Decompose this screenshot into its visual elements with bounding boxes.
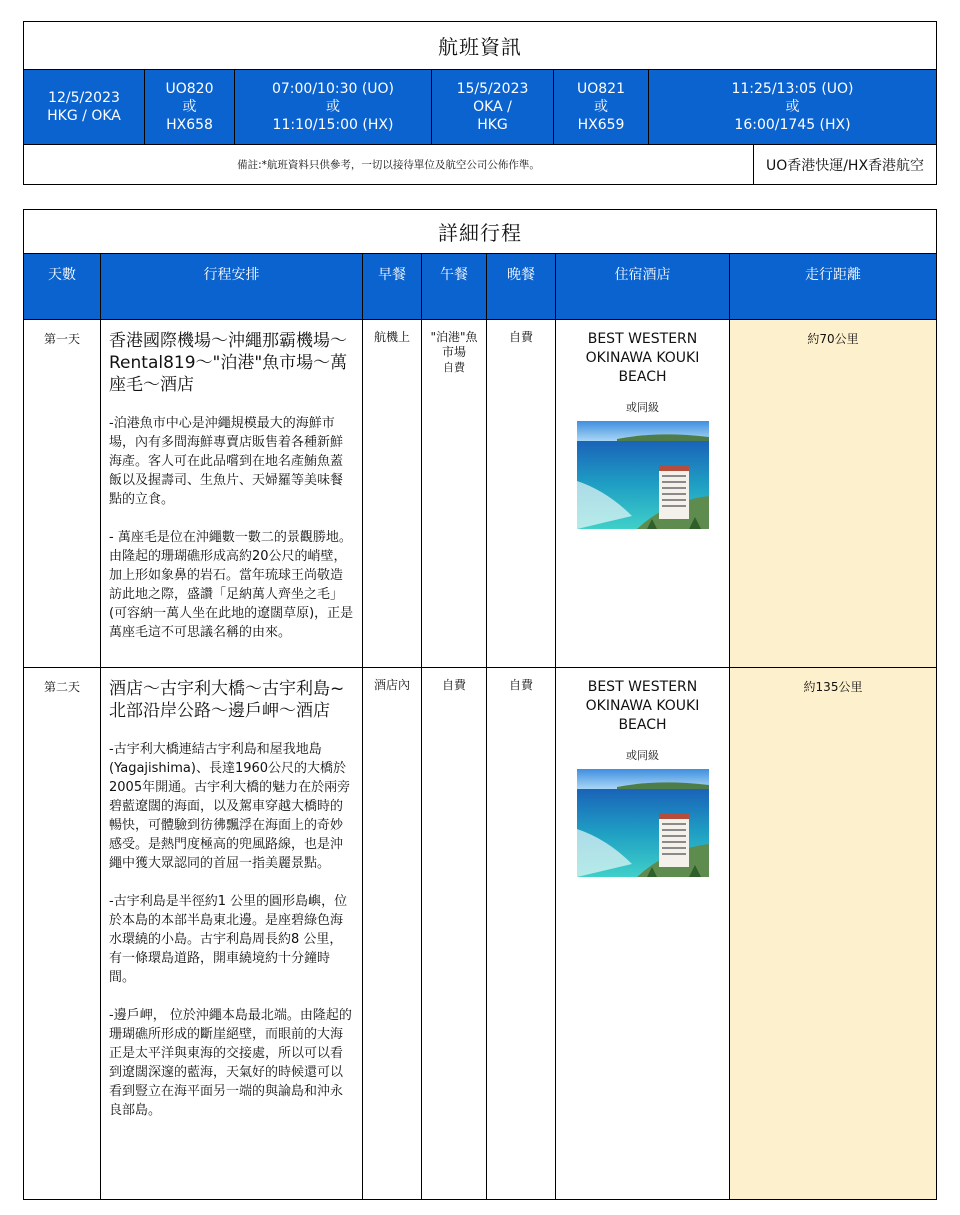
- inbound-date-route: [432, 70, 554, 145]
- breakfast-value: 航機上: [363, 320, 422, 668]
- outbound-flight-numbers: [145, 70, 235, 145]
- inbound-times: [649, 70, 937, 145]
- lunch-note: 自費: [443, 361, 465, 374]
- hotel-alternative: 或同級: [626, 401, 659, 414]
- hotel-photo: [577, 769, 709, 877]
- day-label: 第二天: [24, 668, 101, 1200]
- day-route: [101, 668, 363, 1200]
- flight-info-table: [23, 21, 937, 185]
- inbound-flight-1: UO821: [577, 81, 625, 97]
- airline-names: UO香港快運/HX香港航空: [754, 145, 937, 185]
- outbound-flight-1: UO820: [165, 81, 214, 97]
- outbound-flight-2: HX658: [166, 117, 213, 133]
- header-breakfast: 早餐: [363, 254, 422, 320]
- header-route: 行程安排: [101, 254, 363, 320]
- lunch-value: [422, 668, 487, 1200]
- outbound-time-1: 07:00/10:30 (UO): [271, 81, 395, 97]
- outbound-date-route: [24, 70, 145, 145]
- flight-info-title: 航班資訊: [24, 22, 937, 70]
- hotel-name: BEST WESTERN OKINAWA KOUKI BEACH: [585, 331, 700, 385]
- inbound-time-or: 或: [785, 99, 800, 115]
- route-paragraph: -邊戶岬， 位於沖繩本島最北端。由隆起的珊瑚礁所形成的斷崖絕壁，而眼前的大海正是太平洋與東海的交接處，所以可以看到遼闊深邃的藍海，天氣好的時候還可以看到豎立在海平面另一端的與論島和沖永良部島。: [109, 1008, 352, 1118]
- outbound-or: 或: [182, 99, 197, 115]
- outbound-time-or: 或: [326, 99, 340, 115]
- inbound-flight-2: HX659: [577, 117, 625, 133]
- header-lunch: 午餐: [422, 254, 487, 320]
- inbound-time-2: 16:00/1745 (HX): [734, 117, 851, 133]
- hotel-photo: [577, 421, 709, 529]
- inbound-route-2: HKG: [477, 117, 508, 133]
- outbound-times: [235, 70, 432, 145]
- itinerary-day-row: [24, 320, 937, 668]
- hotel-cell: [556, 320, 730, 668]
- dinner-value: 自費: [487, 668, 556, 1200]
- hotel-cell: [556, 668, 730, 1200]
- header-hotel: 住宿酒店: [556, 254, 730, 320]
- route-paragraph: -古宇利島是半徑約1 公里的圓形島嶼，位於本島的本部半島東北邊。是座碧綠色海水環繞的小島。古宇利島周長約8 公里，有一條環島道路，開車繞境約十分鐘時間。: [109, 894, 348, 985]
- breakfast-value: 酒店內: [363, 668, 422, 1200]
- day-route: [101, 320, 363, 668]
- outbound-time-2: 11:10/15:00 (HX): [272, 117, 394, 133]
- day-label: 第一天: [24, 320, 101, 668]
- route-title: 香港國際機場～沖繩那霸機場～Rental819～"泊港"魚市場～萬座毛～酒店: [109, 331, 348, 395]
- dinner-value: 自費: [487, 320, 556, 668]
- lunch-text: "泊港"魚市場: [430, 330, 478, 359]
- header-day: 天數: [24, 254, 101, 320]
- route-title: 酒店～古宇利大橋～古宇利島~北部沿岸公路～邊戶岬～酒店: [109, 679, 345, 721]
- route-paragraph: -泊港魚市中心是沖繩規模最大的海鮮市場，內有多間海鮮專賣店販售着各種新鮮海產。客人可在此品嚐到在地名產鮪魚蓋飯以及握壽司、生魚片、天婦羅等美味餐點的立食。: [109, 416, 344, 507]
- hotel-name: BEST WESTERN OKINAWA KOUKI BEACH: [585, 679, 700, 733]
- inbound-or: 或: [594, 99, 608, 115]
- inbound-route-1: OKA /: [473, 99, 512, 115]
- route-paragraph: -古宇利大橋連結古宇利島和屋我地島(Yagajishima)、長達1960公尺的大橋於2005年開通。古宇利大橋的魅力在於兩旁碧藍遼闊的海面，以及駕車穿越大橋時的暢快，可體驗到彷彿飄浮在海面上的奇妙感受。是熱門度極高的兜風路線，也是沖繩中獲大眾認同的首屈一指美麗景點。: [109, 742, 351, 871]
- inbound-flight-numbers: [554, 70, 649, 145]
- outbound-route: HKG / OKA: [47, 108, 121, 124]
- distance-value: 約70公里: [730, 320, 937, 668]
- route-paragraph: - 萬座毛是位在沖繩數一數二的景觀勝地。由隆起的珊瑚礁形成高約20公尺的峭壁，加上形如象鼻的岩石。當年琉球王尚敬造訪此地之際，盛讚「足納萬人齊坐之毛」(可容納一萬人坐在此地的遼闊草原)，正是萬座毛這不可思議名稱的由來。: [109, 530, 354, 640]
- outbound-date: 12/5/2023: [48, 90, 120, 106]
- itinerary-title: 詳細行程: [24, 210, 937, 254]
- flight-note: 備註:*航班資料只供參考，一切以接待單位及航空公司公佈作準。: [24, 145, 754, 185]
- itinerary-table: [23, 209, 937, 1200]
- hotel-alternative: 或同級: [626, 749, 659, 762]
- distance-value: 約135公里: [730, 668, 937, 1200]
- inbound-date: 15/5/2023: [456, 81, 529, 97]
- itinerary-day-row: [24, 668, 937, 1200]
- inbound-time-1: 11:25/13:05 (UO): [731, 81, 854, 97]
- header-distance: 走行距離: [730, 254, 937, 320]
- lunch-value: [422, 320, 487, 668]
- lunch-text: 自費: [441, 678, 466, 692]
- header-dinner: 晚餐: [487, 254, 556, 320]
